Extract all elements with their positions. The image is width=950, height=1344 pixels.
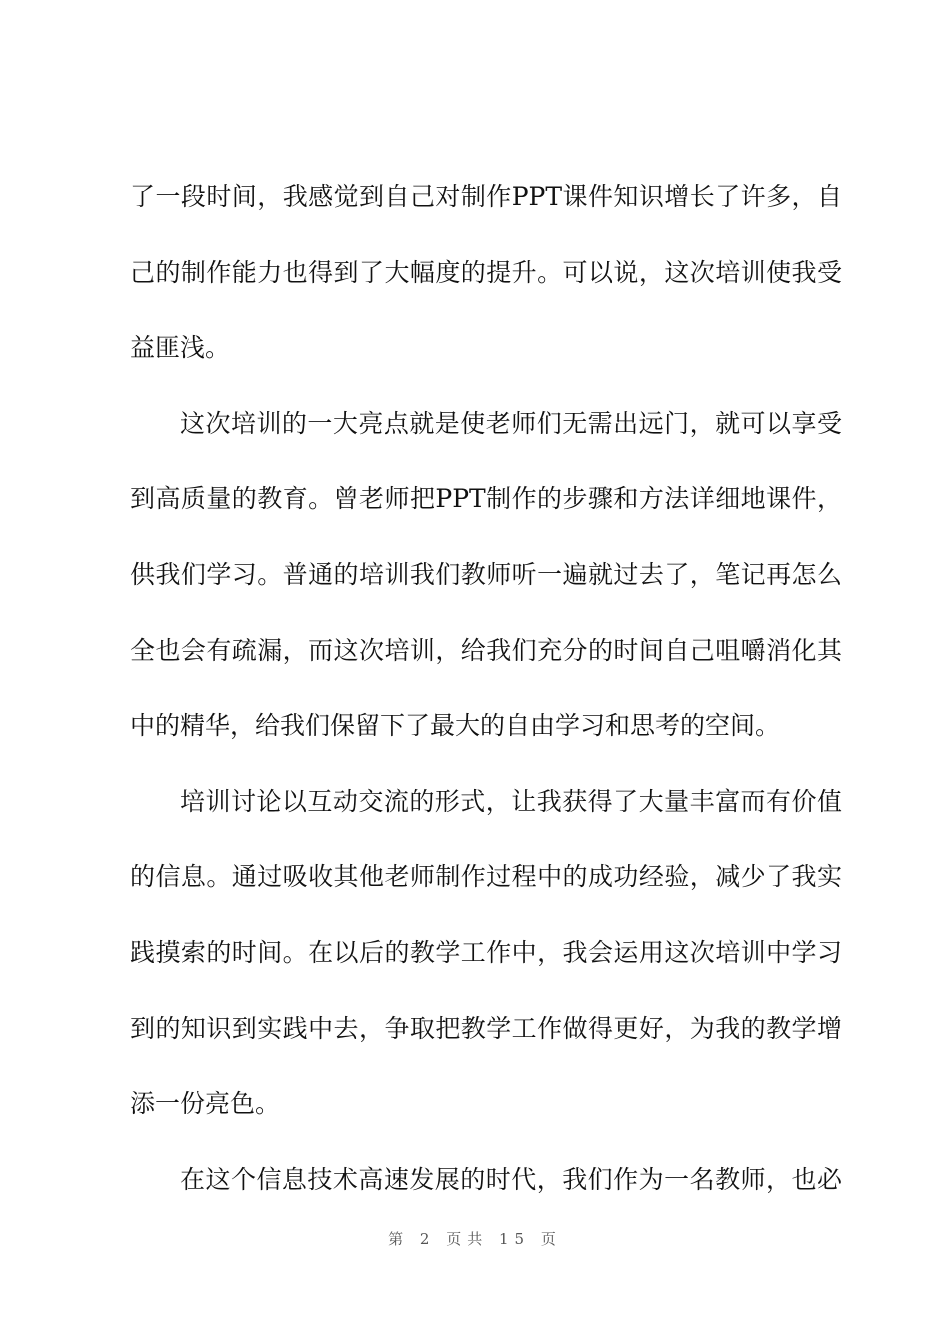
text-line: 己的制作能力也得到了大幅度的提升。可以说，这次培训使我受	[130, 257, 842, 287]
text-line: 供我们学习。普通的培训我们教师听一遍就过去了，笔记再怎么	[130, 559, 842, 589]
text-line: 了一段时间，我感觉到自己对制作PPT课件知识增长了许多，自	[130, 182, 842, 211]
page-number-footer: 第 2 页共 15 页	[388, 1230, 562, 1248]
text-line: 在这个信息技术高速发展的时代，我们作为一名教师，也必	[180, 1164, 842, 1194]
text-line: 全也会有疏漏，而这次培训，给我们充分的时间自己咀嚼消化其	[130, 635, 842, 665]
document-body	[130, 172, 842, 1230]
text-line: 益匪浅。	[130, 333, 231, 363]
text-line: 添一份亮色。	[130, 1089, 281, 1119]
text-line: 到高质量的教育。曾老师把PPT制作的步骤和方法详细地课件，	[130, 484, 842, 514]
text-line: 培训讨论以互动交流的形式，让我获得了大量丰富而有价值	[180, 786, 842, 816]
text-line: 的信息。通过吸收其他老师制作过程中的成功经验，减少了我实	[130, 862, 842, 892]
text-line: 这次培训的一大亮点就是使老师们无需出远门，就可以享受	[180, 408, 842, 438]
text-line: 践摸索的时间。在以后的教学工作中，我会运用这次培训中学习	[130, 937, 842, 967]
text-line: 中的精华，给我们保留下了最大的自由学习和思考的空间。	[130, 711, 781, 741]
text-line: 到的知识到实践中去，争取把教学工作做得更好，为我的教学增	[130, 1013, 842, 1043]
